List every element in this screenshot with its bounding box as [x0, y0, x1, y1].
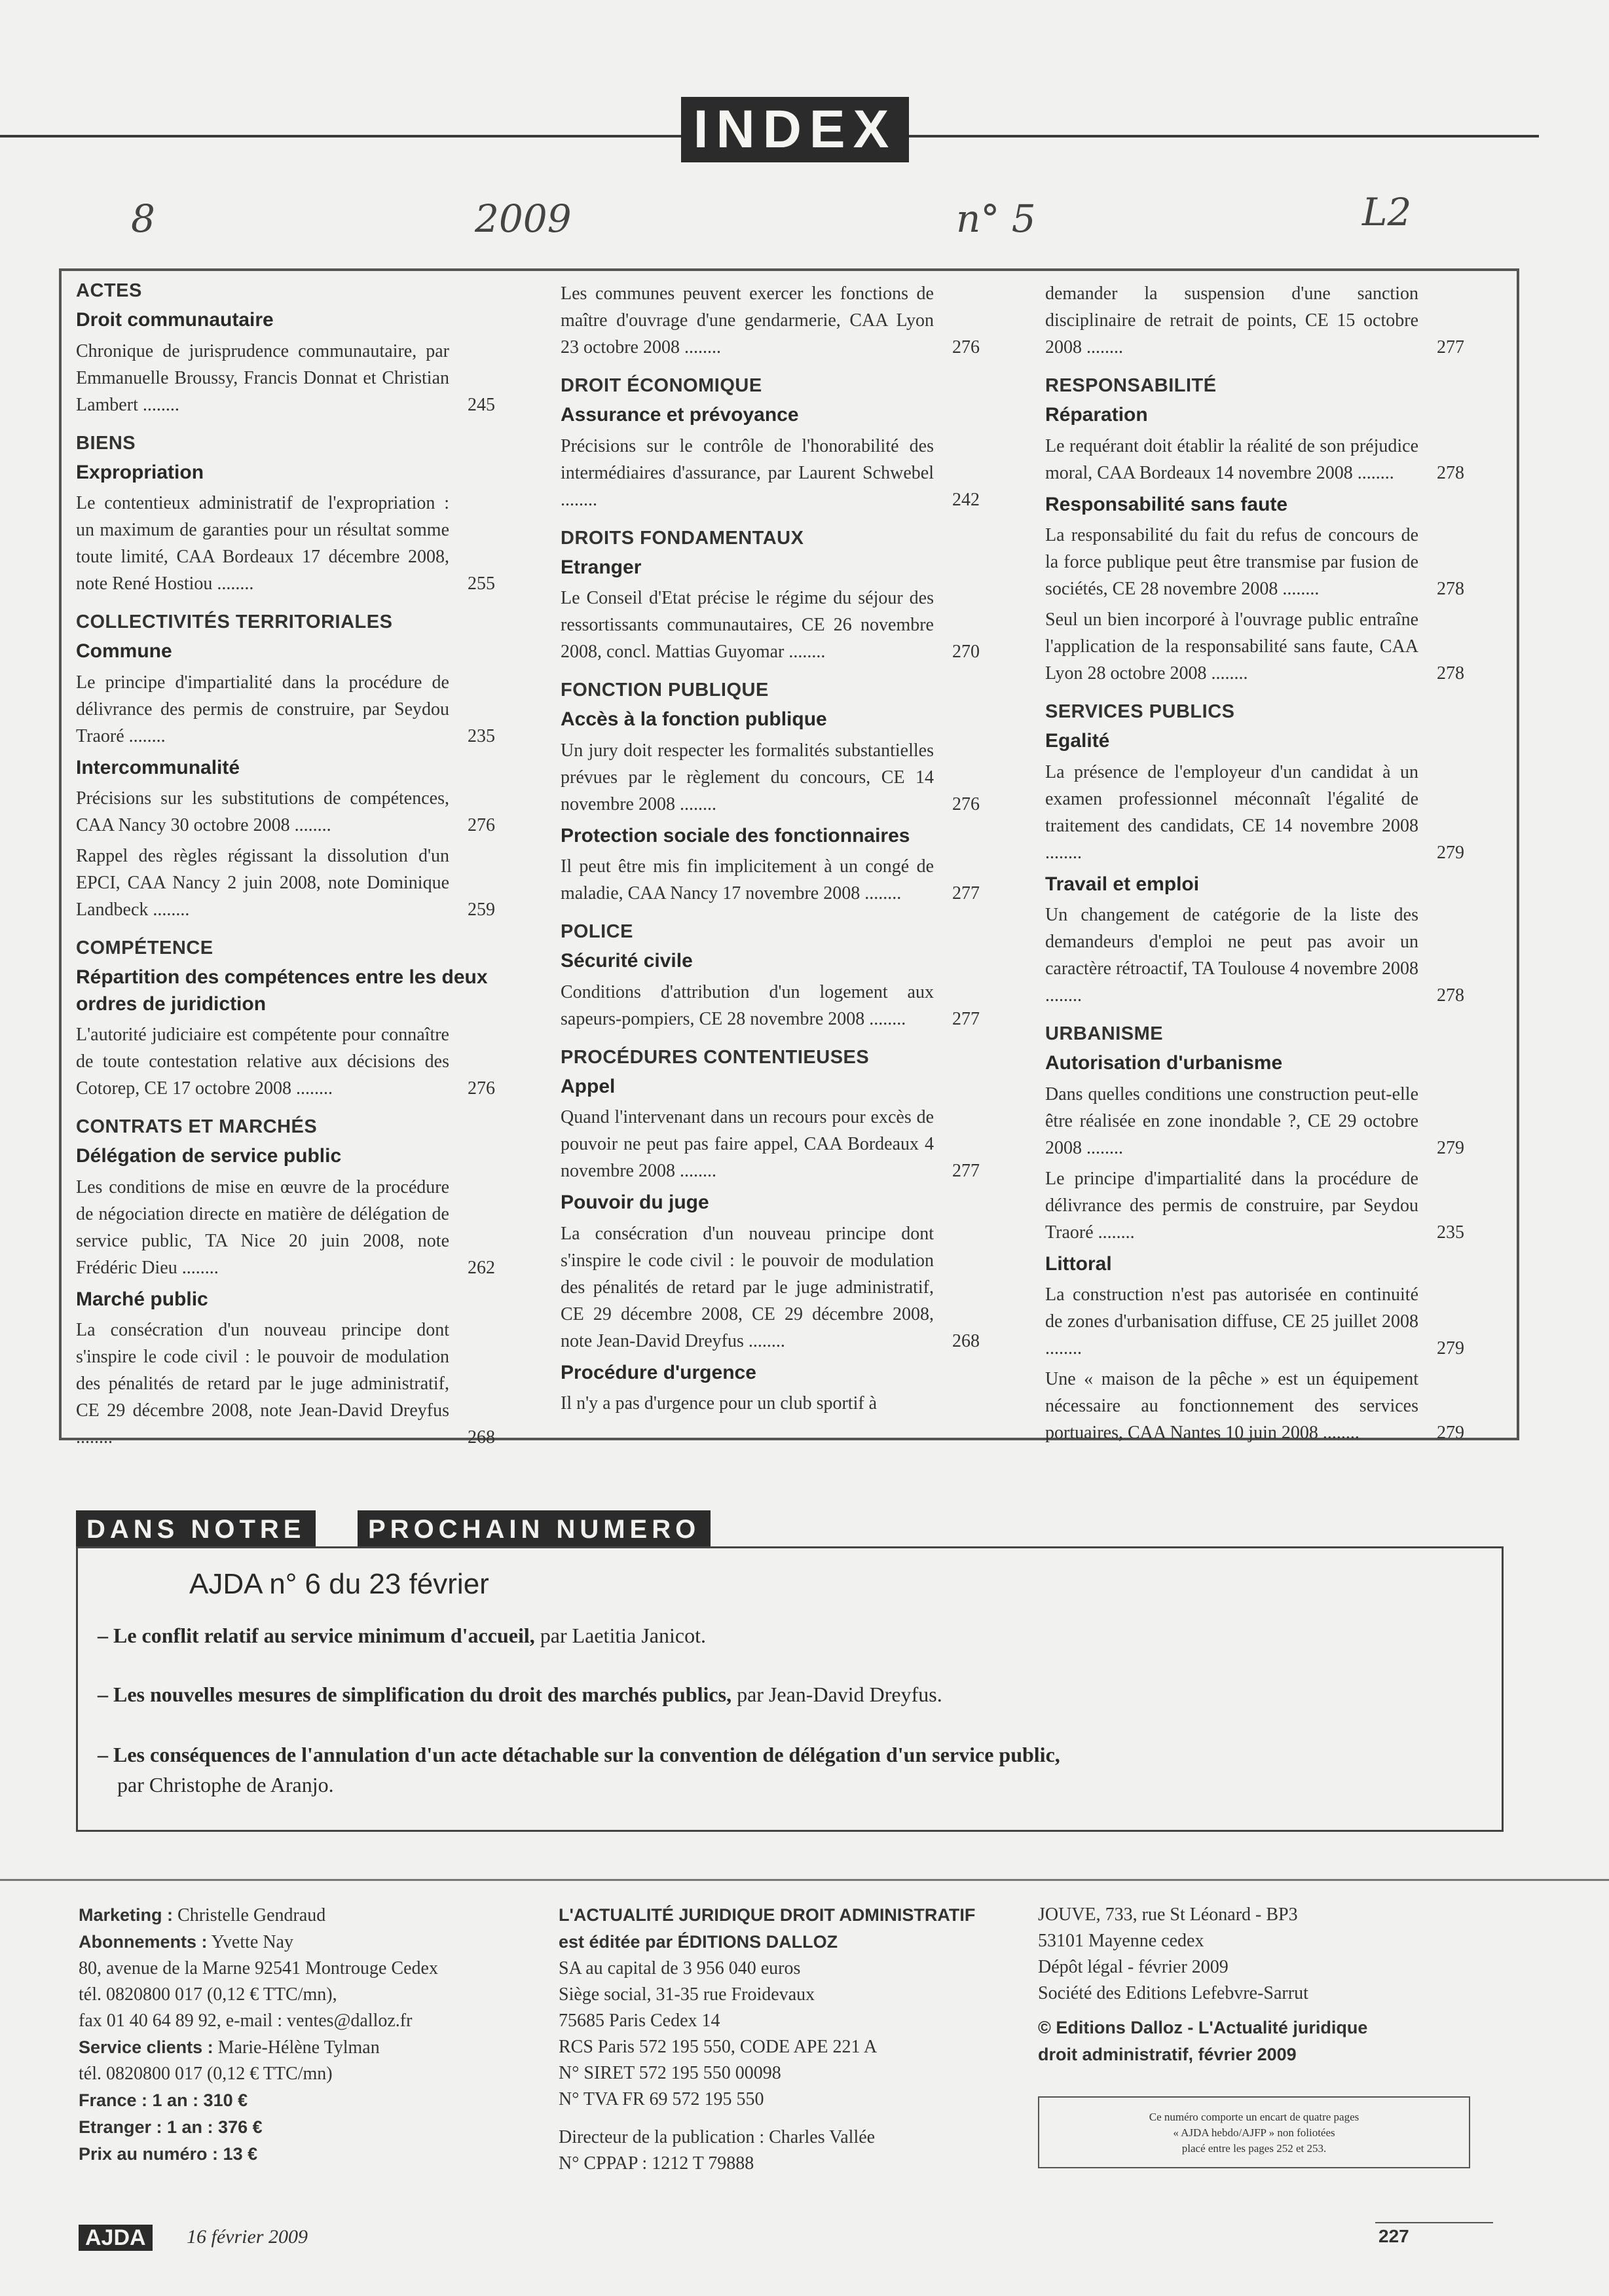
index-entry-page: 279	[1437, 1137, 1464, 1158]
index-entry	[561, 737, 980, 818]
index-section-heading: FONCTION PUBLIQUE	[561, 680, 769, 701]
index-entry-page: 277	[952, 883, 980, 903]
leader-dots: ........	[148, 900, 190, 920]
index-subsection-heading: Marché public	[76, 1288, 208, 1310]
index-entry	[561, 280, 980, 361]
leader-dots: ........	[784, 642, 826, 662]
index-column-1	[76, 280, 495, 1451]
index-entry-text: demander la suspension d'une sanction disciplinaire de retrait de points, CE 15 octobre 2008	[1045, 283, 1418, 357]
index-entry-text: Le principe d'impartialité dans la procédure de délivrance des permis de construire, par Seydou Traoré	[76, 672, 449, 746]
index-entry-page: 279	[1437, 842, 1464, 863]
price-france: France : 1 an : 310 €	[79, 2090, 248, 2110]
next-issue-item-title: – Le conflit relatif au service minimum d'accueil,	[98, 1624, 535, 1647]
index-entry-text: Le contentieux administratif de l'expropriation : un maximum de garanties pour un résultat somme toute limité, CAA Bordeaux 17 décembre 2008, note René Hostiou	[76, 493, 449, 594]
leader-dots: ........	[679, 337, 721, 357]
leader-dots: ........	[675, 1161, 716, 1181]
next-issue-tab-left: DANS NOTRE	[76, 1510, 316, 1548]
index-entry-page: 279	[1437, 1423, 1464, 1443]
index-entry-text: Précisions sur les substitutions de compétences, CAA Nancy 30 octobre 2008	[76, 788, 449, 835]
index-section-heading: COMPÉTENCE	[76, 938, 213, 958]
index-section-heading: DROITS FONDAMENTAUX	[561, 527, 804, 549]
index-entry-text: Précisions sur le contrôle de l'honorabilité des intermédiaires d'assurance, par Laurent Schwebel	[561, 435, 934, 483]
leader-dots: ........	[76, 1427, 113, 1448]
index-section-heading: POLICE	[561, 921, 633, 942]
handwritten-note-volume: 8	[131, 196, 155, 241]
index-section-heading: CONTRATS ET MARCHÉS	[76, 1116, 318, 1137]
index-entry-page: 259	[468, 900, 495, 920]
index-subsection-heading: Expropriation	[76, 461, 204, 483]
index-entry-page: 235	[468, 725, 495, 746]
index-column-2	[561, 280, 980, 1417]
publisher-line: N° TVA FR 69 572 195 550	[559, 2089, 764, 2109]
leader-dots: ........	[291, 1078, 333, 1099]
publisher-line: N° SIRET 572 195 550 00098	[559, 2063, 781, 2083]
index-entry-text: Le Conseil d'Etat précise le régime du séjour des ressortissants communautaires, CE 26 novembre 2008, concl. Mattias Guyomar	[561, 588, 934, 662]
next-issue-item-author: par Jean-David Dreyfus.	[731, 1683, 942, 1706]
index-entry-page: 270	[952, 642, 980, 662]
printer-line: JOUVE, 733, rue St Léonard - BP3	[1038, 1904, 1298, 1925]
index-subsection-heading: Protection sociale des fonctionnaires	[561, 824, 910, 847]
leader-dots: ........	[138, 394, 179, 415]
leader-dots: ........	[675, 793, 716, 814]
index-entry	[1045, 1081, 1464, 1161]
next-issue-item	[98, 1679, 1473, 1709]
next-issue-item-title: – Les conséquences de l'annulation d'un acte détachable sur la convention de délégation d'un service public,	[98, 1743, 1060, 1766]
leader-dots: ........	[177, 1257, 219, 1278]
index-entry-text: La présence de l'employeur d'un candidat à un examen professionnel méconnaît l'égalité de traitement des candidats, CE 14 novembre 2008	[1045, 761, 1418, 836]
index-entry	[1045, 902, 1464, 1009]
index-entry-text: Il peut être mis fin implicitement à un congé de maladie, CAA Nancy 17 novembre 2008	[561, 856, 934, 903]
index-entry-page: 277	[1437, 337, 1464, 357]
leader-dots: ........	[743, 1330, 785, 1351]
next-issue-item	[98, 1740, 1473, 1800]
leader-dots: ........	[289, 815, 331, 835]
index-entry-page: 235	[1437, 1222, 1464, 1243]
index-entry-page: 268	[468, 1427, 495, 1448]
publisher-line: Siège social, 31-35 rue Froidevaux	[559, 1984, 815, 2005]
index-subsection-heading: Droit communautaire	[76, 309, 274, 331]
index-entry-page: 276	[952, 337, 980, 357]
index-subsection-heading: Assurance et prévoyance	[561, 404, 799, 426]
index-entry-page: 242	[952, 489, 980, 510]
index-entry	[1045, 1281, 1464, 1362]
index-entry-text: Il n'y a pas d'urgence pour un club sportif à	[561, 1393, 878, 1413]
publisher-line: RCS Paris 572 195 550, CODE APE 221 A	[559, 2037, 878, 2057]
index-entry-text: La construction n'est pas autorisée en continuité de zones d'urbanisation diffuse, CE 25 juillet 2008	[1045, 1285, 1418, 1332]
leader-dots: ........	[124, 725, 166, 746]
index-entry-page: 278	[1437, 663, 1464, 683]
next-issue-item-author: par Laetitia Janicot.	[534, 1624, 706, 1647]
service-label: Service clients :	[79, 2037, 213, 2057]
page-number-rule	[1375, 2222, 1493, 2223]
index-title: INDEX	[681, 97, 909, 162]
marketing-name: Christelle Gendraud	[177, 1905, 326, 1925]
index-entry-text: Chronique de jurisprudence communautaire, par Emmanuelle Broussy, Francis Donnat et Christian Lambert	[76, 340, 449, 415]
fax-email: fax 01 40 64 89 92, e-mail : ventes@dalloz.fr	[79, 2011, 413, 2031]
footer-printer	[1038, 1902, 1509, 2068]
index-entry-page: 255	[468, 574, 495, 594]
footer-publisher	[559, 1902, 1030, 2177]
publication-director: Directeur de la publication : Charles Vallée	[559, 2127, 876, 2147]
index-section-heading: DROIT ÉCONOMIQUE	[561, 375, 762, 396]
index-subsection-heading: Réparation	[1045, 404, 1148, 426]
index-section-heading: RESPONSABILITÉ	[1045, 375, 1217, 396]
index-section-heading: SERVICES PUBLICS	[1045, 701, 1235, 722]
index-entry	[76, 490, 495, 597]
index-entry	[561, 433, 980, 513]
index-entry-page: 268	[952, 1330, 980, 1351]
index-entry	[76, 785, 495, 839]
index-entry	[561, 585, 980, 665]
index-entry	[76, 1174, 495, 1281]
index-entry	[561, 1104, 980, 1184]
index-entry-page: 278	[1437, 579, 1464, 599]
index-subsection-heading: Procédure d'urgence	[561, 1361, 756, 1383]
index-entry-page: 245	[468, 394, 495, 415]
handwritten-note-number: n° 5	[956, 196, 1036, 241]
legal-deposit: Dépôt légal - février 2009	[1038, 1957, 1229, 1977]
index-subsection-heading: Responsabilité sans faute	[1045, 493, 1288, 515]
leader-dots: ........	[1318, 1423, 1359, 1443]
index-subsection-heading: Sécurité civile	[561, 950, 693, 972]
index-entry-text: Seul un bien incorporé à l'ouvrage public entraîne l'application de la responsabilité sans faute, CAA Lyon 28 octobre 2008	[1045, 610, 1418, 683]
insert-notice-line: placé entre les pages 252 et 253.	[1181, 2142, 1327, 2155]
leader-dots: ........	[1082, 337, 1123, 357]
index-section-heading: ACTES	[76, 280, 142, 301]
company-name: Société des Editions Lefebvre-Sarrut	[1038, 1983, 1308, 2003]
insert-notice-line: « AJDA hebdo/AJFP » non foliotées	[1173, 2126, 1335, 2139]
index-entry-text: La responsabilité du fait du refus de concours de la force publique peut être transmise par fusion de sociétés, CE 28 novembre 2008	[1045, 525, 1418, 599]
index-entry-page: 278	[1437, 462, 1464, 483]
index-entry-page: 276	[468, 815, 495, 835]
next-issue-box	[76, 1546, 1504, 1832]
index-subsection-heading: Egalité	[1045, 730, 1110, 752]
index-entry-text: La consécration d'un nouveau principe dont s'inspire le code civil : le pouvoir de modulation des pénalités de retard par le juge administratif, CE 29 décembre 2008, note Jean-David Dreyfus	[76, 1320, 449, 1421]
publisher-subtitle: est éditée par ÉDITIONS DALLOZ	[559, 1932, 838, 1952]
leader-dots: ........	[561, 489, 597, 510]
leader-dots: ........	[1045, 842, 1082, 863]
index-section-heading: COLLECTIVITÉS TERRITORIALES	[76, 611, 393, 632]
index-entry-page: 277	[952, 1161, 980, 1181]
index-entry-text: L'autorité judiciaire est compétente pour connaître de toute contestation relative aux décisions des Cotorep, CE 17 octobre 2008	[76, 1025, 449, 1099]
leader-dots: ........	[1082, 1137, 1123, 1158]
index-subsection-heading: Accès à la fonction publique	[561, 708, 827, 730]
index-entry	[1045, 606, 1464, 687]
next-issue-tab-right: PROCHAIN NUMERO	[351, 1510, 711, 1548]
index-subsection-heading: Délégation de service public	[76, 1145, 342, 1167]
leader-dots: ........	[1093, 1222, 1135, 1243]
index-entry	[76, 669, 495, 750]
index-entry	[76, 338, 495, 418]
index-entry-text: La consécration d'un nouveau principe dont s'inspire le code civil : le pouvoir de modulation des pénalités de retard par le juge administratif, CE 29 décembre 2008, CE 29 décembre 2008, note Jean-David Dreyfus	[561, 1223, 934, 1351]
index-entry	[1045, 1366, 1464, 1446]
publisher-line: 75685 Paris Cedex 14	[559, 2011, 720, 2031]
index-section-heading: BIENS	[76, 432, 136, 454]
price-etranger: Etranger : 1 an : 376 €	[79, 2117, 263, 2137]
next-issue-item	[98, 1620, 1473, 1650]
index-entry-text: Le principe d'impartialité dans la procédure de délivrance des permis de construire, par Seydou Traoré	[1045, 1168, 1418, 1243]
index-entry	[1045, 280, 1464, 361]
publisher-line: SA au capital de 3 956 040 euros	[559, 1958, 801, 1978]
index-column-3	[1045, 280, 1464, 1446]
index-subsection-heading: Littoral	[1045, 1252, 1112, 1275]
index-entry-page: 262	[468, 1257, 495, 1278]
printer-line: 53101 Mayenne cedex	[1038, 1931, 1204, 1951]
index-entry-page: 278	[1437, 985, 1464, 1006]
index-entry-page: 279	[1437, 1338, 1464, 1358]
index-entry-text: Les communes peuvent exercer les fonctions de maître d'ouvrage d'une gendarmerie, CAA Lyon 23 octobre 2008	[561, 283, 934, 357]
leader-dots: ........	[1352, 462, 1394, 483]
index-entry	[76, 1317, 495, 1451]
index-entry	[1045, 433, 1464, 486]
footer-rule	[0, 1879, 1609, 1881]
index-subsection-heading: Commune	[76, 640, 172, 662]
index-subsection-heading: Intercommunalité	[76, 756, 240, 778]
index-entry-page: 276	[952, 793, 980, 814]
leader-dots: ........	[212, 574, 254, 594]
page-number: 227	[1378, 2226, 1409, 2246]
index-section-heading: URBANISME	[1045, 1023, 1164, 1044]
leader-dots: ........	[1206, 663, 1248, 683]
leader-dots: ........	[1045, 985, 1082, 1006]
abonnements-label: Abonnements :	[79, 1932, 208, 1952]
index-entry	[561, 1390, 980, 1417]
index-section-heading: PROCÉDURES CONTENTIEUSES	[561, 1046, 870, 1068]
next-issue-item-title: – Les nouvelles mesures de simplification du droit des marchés publics,	[98, 1683, 732, 1706]
handwritten-note-year: 2009	[475, 196, 572, 241]
index-subsection-heading: Pouvoir du juge	[561, 1192, 709, 1213]
phone: tél. 0820800 017 (0,12 € TTC/mn)	[79, 2064, 333, 2084]
index-subsection-heading: Appel	[561, 1075, 616, 1097]
abonnements-name: Yvette Nay	[211, 1932, 293, 1952]
index-entry-text: Les conditions de mise en œuvre de la procédure de négociation directe en matière de délégation de service public, TA Nice 20 juin 2008, note Frédéric Dieu	[76, 1176, 449, 1278]
index-entry-text: Un jury doit respecter les formalités substantielles prévues par le règlement du concours, CE 14 novembre 2008	[561, 740, 934, 814]
issue-date: 16 février 2009	[187, 2226, 308, 2248]
index-subsection-heading: Répartition des compétences entre les deux ordres de juridiction	[76, 966, 488, 1015]
phone: tél. 0820800 017 (0,12 € TTC/mn),	[79, 1984, 337, 2005]
publisher-title: L'ACTUALITÉ JURIDIQUE DROIT ADMINISTRATIF	[559, 1905, 976, 1925]
index-entry-text: Le requérant doit établir la réalité de son préjudice moral, CAA Bordeaux 14 novembre 2008	[1045, 435, 1418, 483]
index-entry	[561, 979, 980, 1032]
index-entry-text: Un changement de catégorie de la liste des demandeurs d'emploi ne peut pas avoir un caractère rétroactif, TA Toulouse 4 novembre 2008	[1045, 905, 1418, 979]
next-issue-item-author: par Christophe de Aranjo.	[117, 1773, 334, 1796]
index-entry	[561, 1220, 980, 1355]
index-entry-text: Dans quelles conditions une construction peut-elle être réalisée en zone inondable ?, CE 29 octobre 2008	[1045, 1084, 1418, 1158]
leader-dots: ........	[864, 1008, 906, 1029]
leader-dots: ........	[1045, 1338, 1082, 1358]
index-subsection-heading: Travail et emploi	[1045, 873, 1200, 895]
copyright-line: droit administratif, février 2009	[1038, 2045, 1297, 2064]
index-entry-text: Quand l'intervenant dans un recours pour excès de pouvoir ne peut pas faire appel, CAA Bordeaux 4 novembre 2008	[561, 1107, 934, 1181]
insert-notice	[1038, 2096, 1470, 2168]
service-name: Marie-Hélène Tylman	[217, 2037, 380, 2058]
index-entry	[76, 1021, 495, 1102]
price-issue: Prix au numéro : 13 €	[79, 2144, 258, 2164]
ajda-logo: AJDA	[79, 2225, 153, 2251]
footer-contacts	[79, 1902, 537, 2168]
insert-notice-line: Ce numéro comporte un encart de quatre pages	[1149, 2111, 1359, 2123]
index-entry	[1045, 1165, 1464, 1246]
index-entry-text: Conditions d'attribution d'un logement aux sapeurs-pompiers, CE 28 novembre 2008	[561, 981, 934, 1029]
leader-dots: ........	[1278, 579, 1320, 599]
index-box	[59, 268, 1519, 1448]
index-entry	[561, 853, 980, 907]
index-entry-page: 276	[468, 1078, 495, 1099]
index-subsection-heading: Autorisation d'urbanisme	[1045, 1052, 1283, 1074]
index-entry	[1045, 522, 1464, 602]
index-subsection-heading: Etranger	[561, 556, 642, 578]
index-entry-page: 277	[952, 1008, 980, 1029]
marketing-label: Marketing :	[79, 1905, 174, 1925]
copyright-line: © Editions Dalloz - L'Actualité juridique	[1038, 2018, 1368, 2037]
index-entry	[1045, 759, 1464, 866]
next-issue-title: AJDA n° 6 du 23 février	[189, 1568, 489, 1600]
cppap-number: N° CPPAP : 1212 T 79888	[559, 2153, 754, 2174]
index-entry-text: Rappel des règles régissant la dissolution d'un EPCI, CAA Nancy 2 juin 2008, note Dominique Landbeck	[76, 846, 449, 920]
address: 80, avenue de la Marne 92541 Montrouge Cedex	[79, 1958, 438, 1978]
leader-dots: ........	[860, 883, 902, 903]
handwritten-note-code: L2	[1362, 190, 1412, 234]
index-entry-text: Une « maison de la pêche » est un équipement nécessaire au fonctionnement des services portuaires, CAA Nantes 10 juin 2008	[1045, 1369, 1418, 1443]
index-entry	[76, 843, 495, 923]
